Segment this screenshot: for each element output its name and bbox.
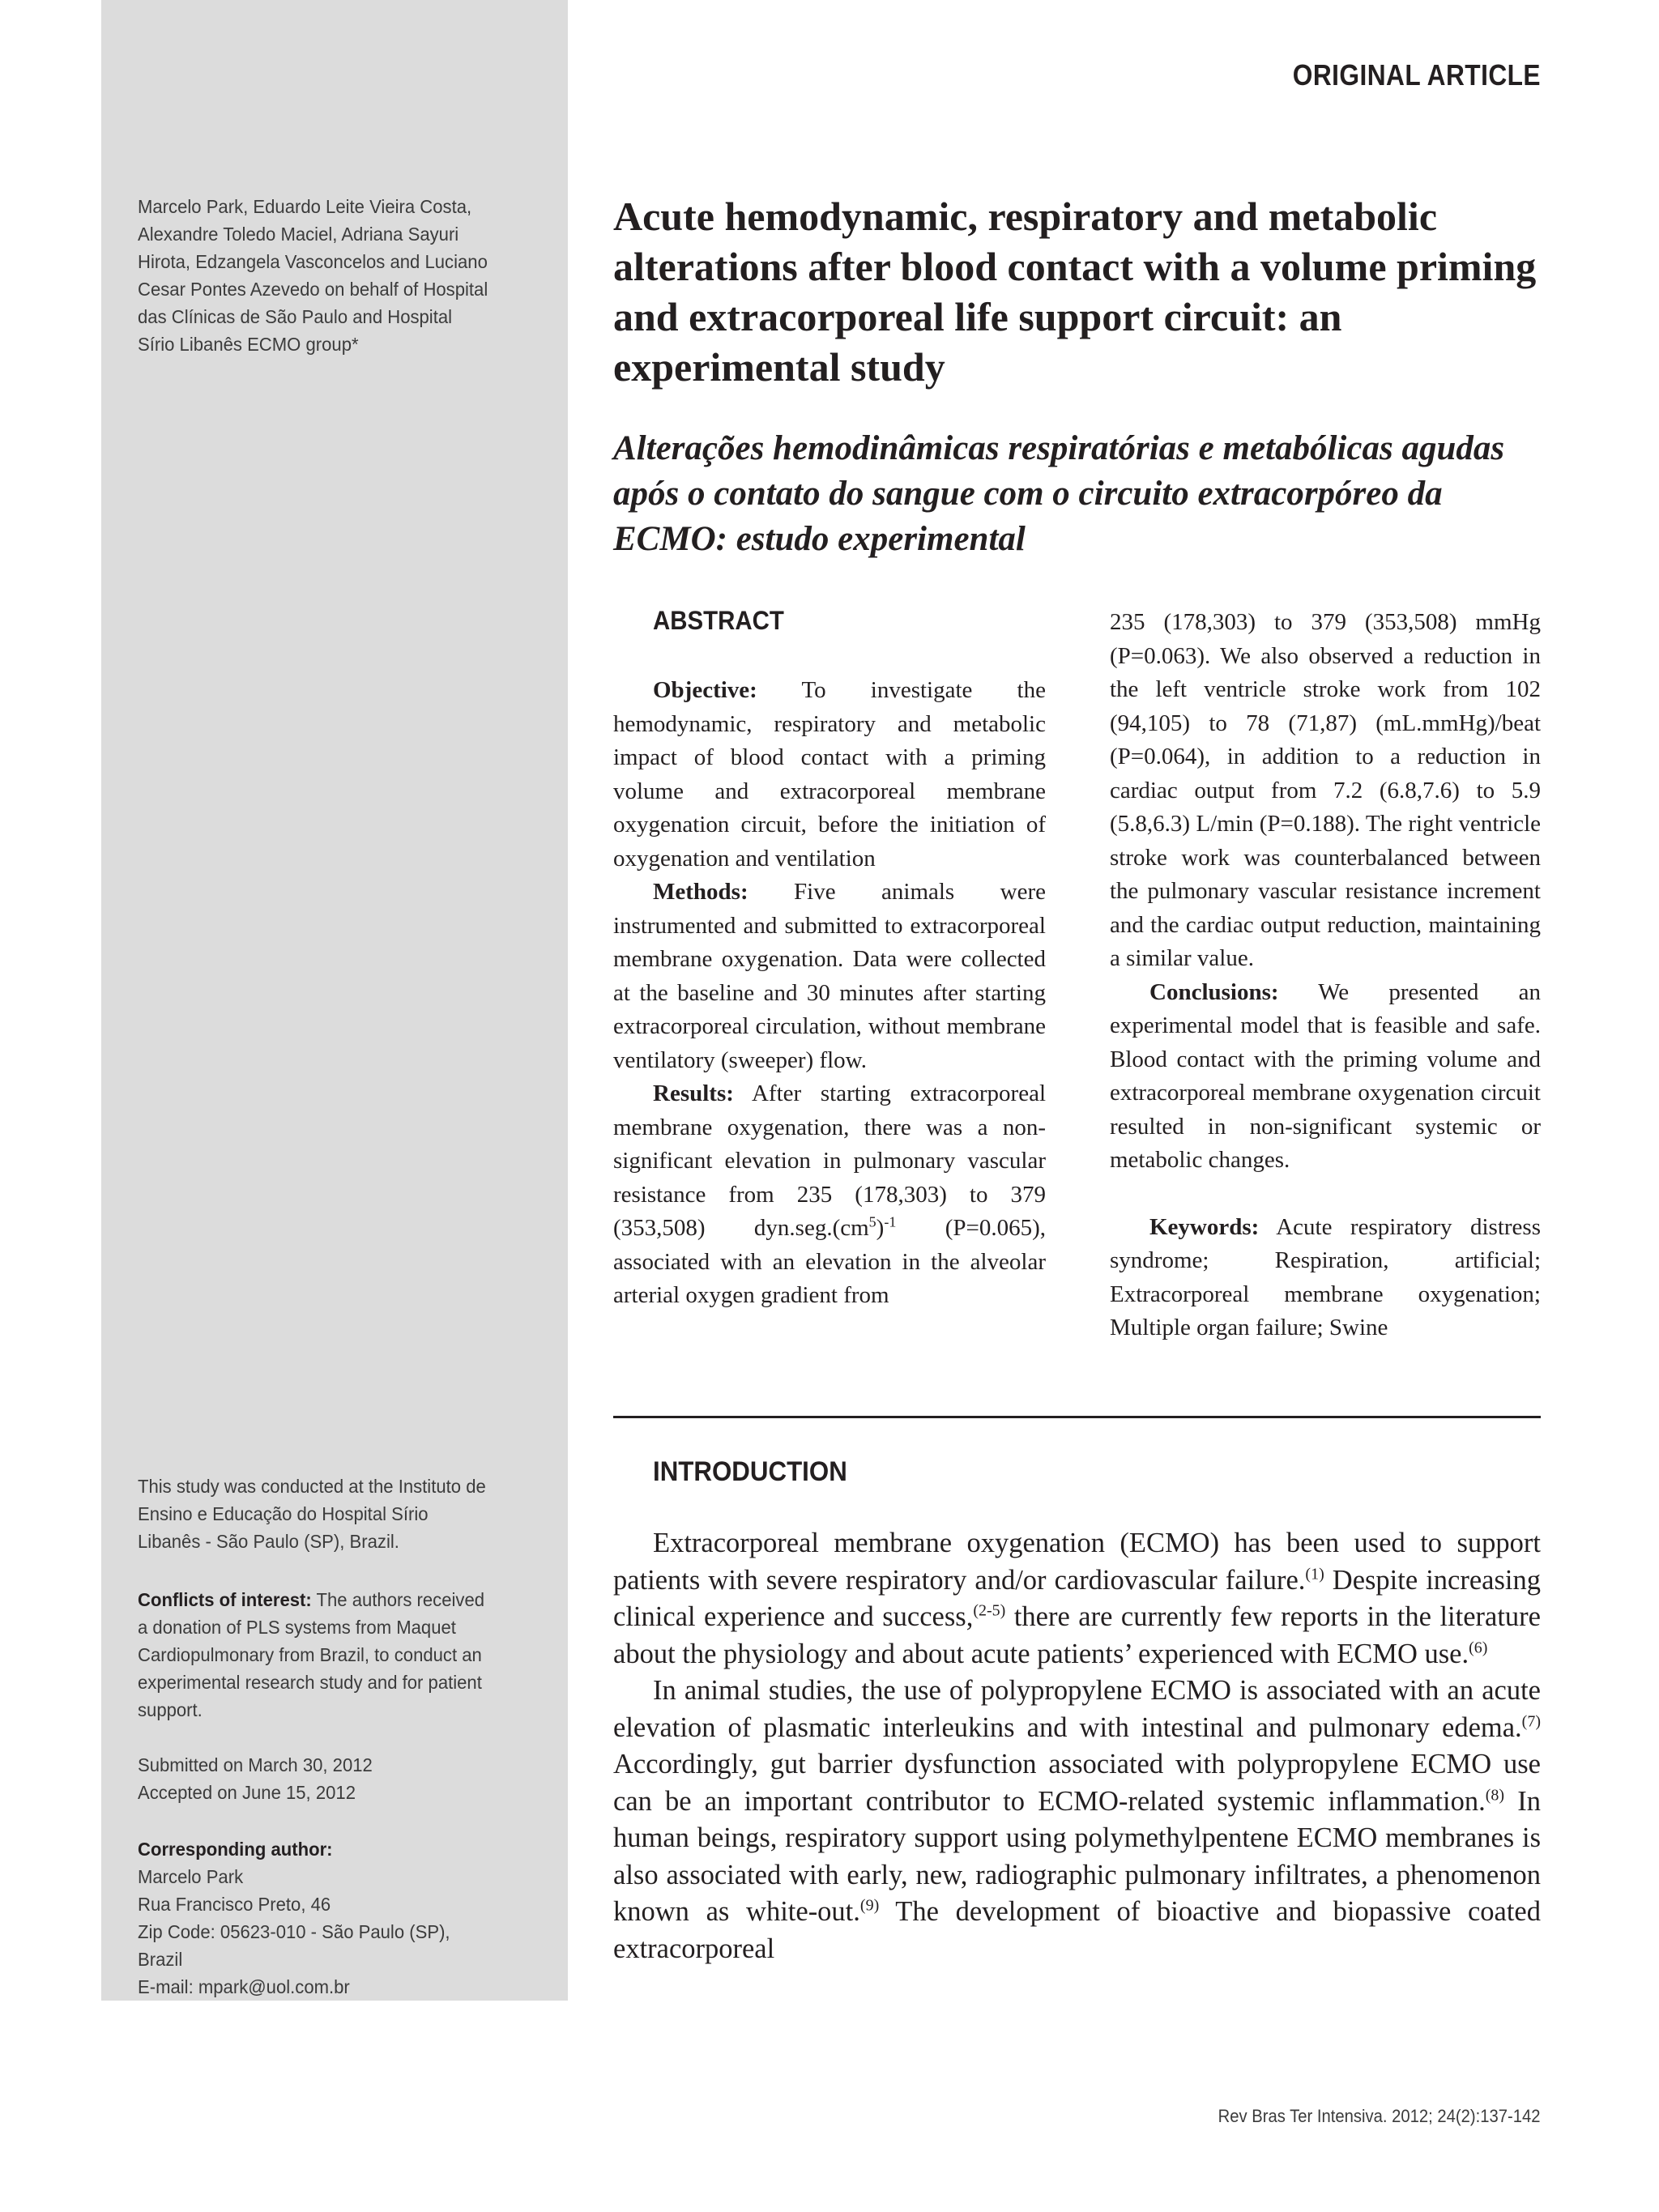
conflicts-note (138, 1586, 496, 1724)
abstract-keywords (1110, 1211, 1541, 1345)
abstract-results (613, 1077, 1046, 1313)
conflicts-label: Conflicts of interest: (138, 1589, 312, 1610)
intro-p2-text-b: Accordingly, gut barrier dysfunction associated with polypropylene ECMO use can be an important contributor to ECMO-related systemic inflammation. (613, 1749, 1541, 1817)
submitted-date: Submitted on March 30, 2012 (138, 1754, 373, 1775)
results-text-b: ) (876, 1215, 885, 1241)
article-subtitle: Alterações hemodinâmicas respiratórias e metabólicas agudas após o contato do sangue com o circuito extracorpóreo da ECMO: estudo experimental (613, 429, 1505, 558)
study-location-text: This study was conducted at the Instituto de Ensino e Educação do Hospital Sírio Libanês - São Paulo (SP), Brazil. (138, 1476, 486, 1552)
corresponding-email[interactable]: E-mail: mpark@uol.com.br (138, 1976, 350, 1997)
submission-dates (138, 1751, 496, 1806)
corresponding-name: Marcelo Park (138, 1866, 244, 1887)
citation-ref: (2-5) (973, 1601, 1006, 1620)
abstract-column-right (1110, 606, 1541, 1345)
study-location-note (138, 1473, 496, 1555)
intro-p1-text-c: there are currently few reports in the literature about the physiology and about acute patients’ experienced with ECMO use. (613, 1601, 1541, 1669)
methods-label: Methods: (653, 879, 748, 905)
abstract-objective (613, 674, 1046, 876)
section-tag: ORIGINAL ARTICLE (1292, 58, 1541, 92)
introduction-body (613, 1525, 1541, 1967)
results-superscript-a: 5 (868, 1213, 876, 1230)
citation-ref: (1) (1305, 1565, 1324, 1583)
corresponding-author-block (138, 1835, 496, 2001)
citation-ref: (8) (1485, 1786, 1505, 1804)
citation-ref: (9) (859, 1896, 880, 1915)
results-superscript-b: -1 (884, 1213, 897, 1230)
introduction-heading: INTRODUCTION (653, 1456, 847, 1487)
objective-text: To investigate the hemodynamic, respiratory and metabolic impact of blood contact with a priming volume and extracorporeal membrane oxygenation circuit, before the initiation of oxygenation and ventilation (613, 677, 1046, 872)
intro-p1-text-a: Extracorporeal membrane oxygenation (ECMO) has been used to support patients with severe respiratory and/or cardiovascular failure. (613, 1528, 1541, 1596)
intro-p2-text-d: The development of bioactive and biopassive coated extracorporeal (613, 1896, 1541, 1964)
introduction-paragraph-1 (613, 1525, 1541, 1673)
abstract-heading: ABSTRACT (653, 606, 784, 635)
author-list: Marcelo Park, Eduardo Leite Vieira Costa, Alexandre Toledo Maciel, Adriana Sayuri Hirota, Edzangela Vasconcelos and Luciano Cesar Pontes Azevedo on behalf of Hospital das Clínicas de São Paulo and Hospital Sírio Libanês ECMO group* (138, 196, 488, 355)
corresponding-address: Rua Francisco Preto, 46 (138, 1894, 331, 1915)
keywords-label: Keywords: (1149, 1213, 1260, 1240)
abstract-conclusions (1110, 976, 1541, 1178)
introduction-paragraph-2 (613, 1673, 1541, 1967)
abstract-column-left (613, 674, 1046, 1313)
corresponding-label: Corresponding author: (138, 1839, 333, 1860)
conclusions-label: Conclusions: (1149, 978, 1279, 1005)
conclusions-text: We presented an experimental model that is feasible and safe. Blood contact with the priming volume and extracorporeal membrane oxygenation circuit resulted in non-significant systemic or metabolic changes. (1110, 978, 1541, 1173)
journal-citation-footer: Rev Bras Ter Intensiva. 2012; 24(2):137-142 (1218, 2106, 1541, 2126)
results-text-a: After starting extracorporeal membrane oxygenation, there was a non-significant elevation in pulmonary vascular resistance from 235 (178,303) to 379 (353,508) dyn.seg.(cm (613, 1080, 1046, 1241)
citation-ref: (6) (1469, 1639, 1488, 1656)
conflicts-text: The authors received a donation of PLS systems from Maquet Cardiopulmonary from Brazil, to conduct an experimental research study and for patient support. (138, 1589, 485, 1720)
intro-p2-text-a: In animal studies, the use of polypropylene ECMO is associated with an acute elevation of plasmatic interleukins and with intestinal and pulmonary edema. (613, 1675, 1541, 1743)
results-text-c: (P=0.065), associated with an elevation in the alveolar arterial oxygen gradient from (613, 1215, 1046, 1308)
article-title: Acute hemodynamic, respiratory and metabolic alterations after blood contact with a volume priming and extracorporeal life support circuit: an experimental study (613, 194, 1537, 390)
keywords-text: Acute respiratory distress syndrome; Respiration, artificial; Extracorporeal membrane oxygenation; Multiple organ failure; Swine (1110, 1213, 1541, 1340)
citation-ref: (7) (1521, 1712, 1541, 1730)
results-label: Results: (653, 1080, 734, 1106)
intro-p1-text-b: Despite increasing clinical experience and success, (613, 1564, 1541, 1632)
objective-label: Objective: (653, 677, 757, 703)
corresponding-zip: Zip Code: 05623-010 - São Paulo (SP), Brazil (138, 1921, 450, 1970)
intro-p2-text-c: In human beings, respiratory support using polymethylpentene ECMO membranes is also associated with early, new, radiographic pulmonary infiltrates, a phenomenon known as white-out. (613, 1785, 1541, 1927)
accepted-date: Accepted on June 15, 2012 (138, 1782, 356, 1803)
section-divider (613, 1416, 1541, 1418)
results-continued: 235 (178,303) to 379 (353,508) mmHg (P=0.063). We also observed a reduction in the left ventricle stroke work from 102 (94,105) to 78 (71,87) (mL.mmHg)/beat (P=0.064), in addition to a reduction in cardiac output from 7.2 (6.8,7.6) to 5.9 (5.8,6.3) L/min (P=0.188). The right ventricle stroke work was counterbalanced between the pulmonary vascular resistance increment and the cardiac output reduction, maintaining a similar value. (1110, 609, 1541, 971)
methods-text: Five animals were instrumented and submitted to extracorporeal membrane oxygenation. Data were collected at the baseline and 30 minutes after starting extracorporeal circulation, without membrane ventilatory (sweeper) flow. (613, 879, 1046, 1073)
abstract-methods (613, 876, 1046, 1077)
